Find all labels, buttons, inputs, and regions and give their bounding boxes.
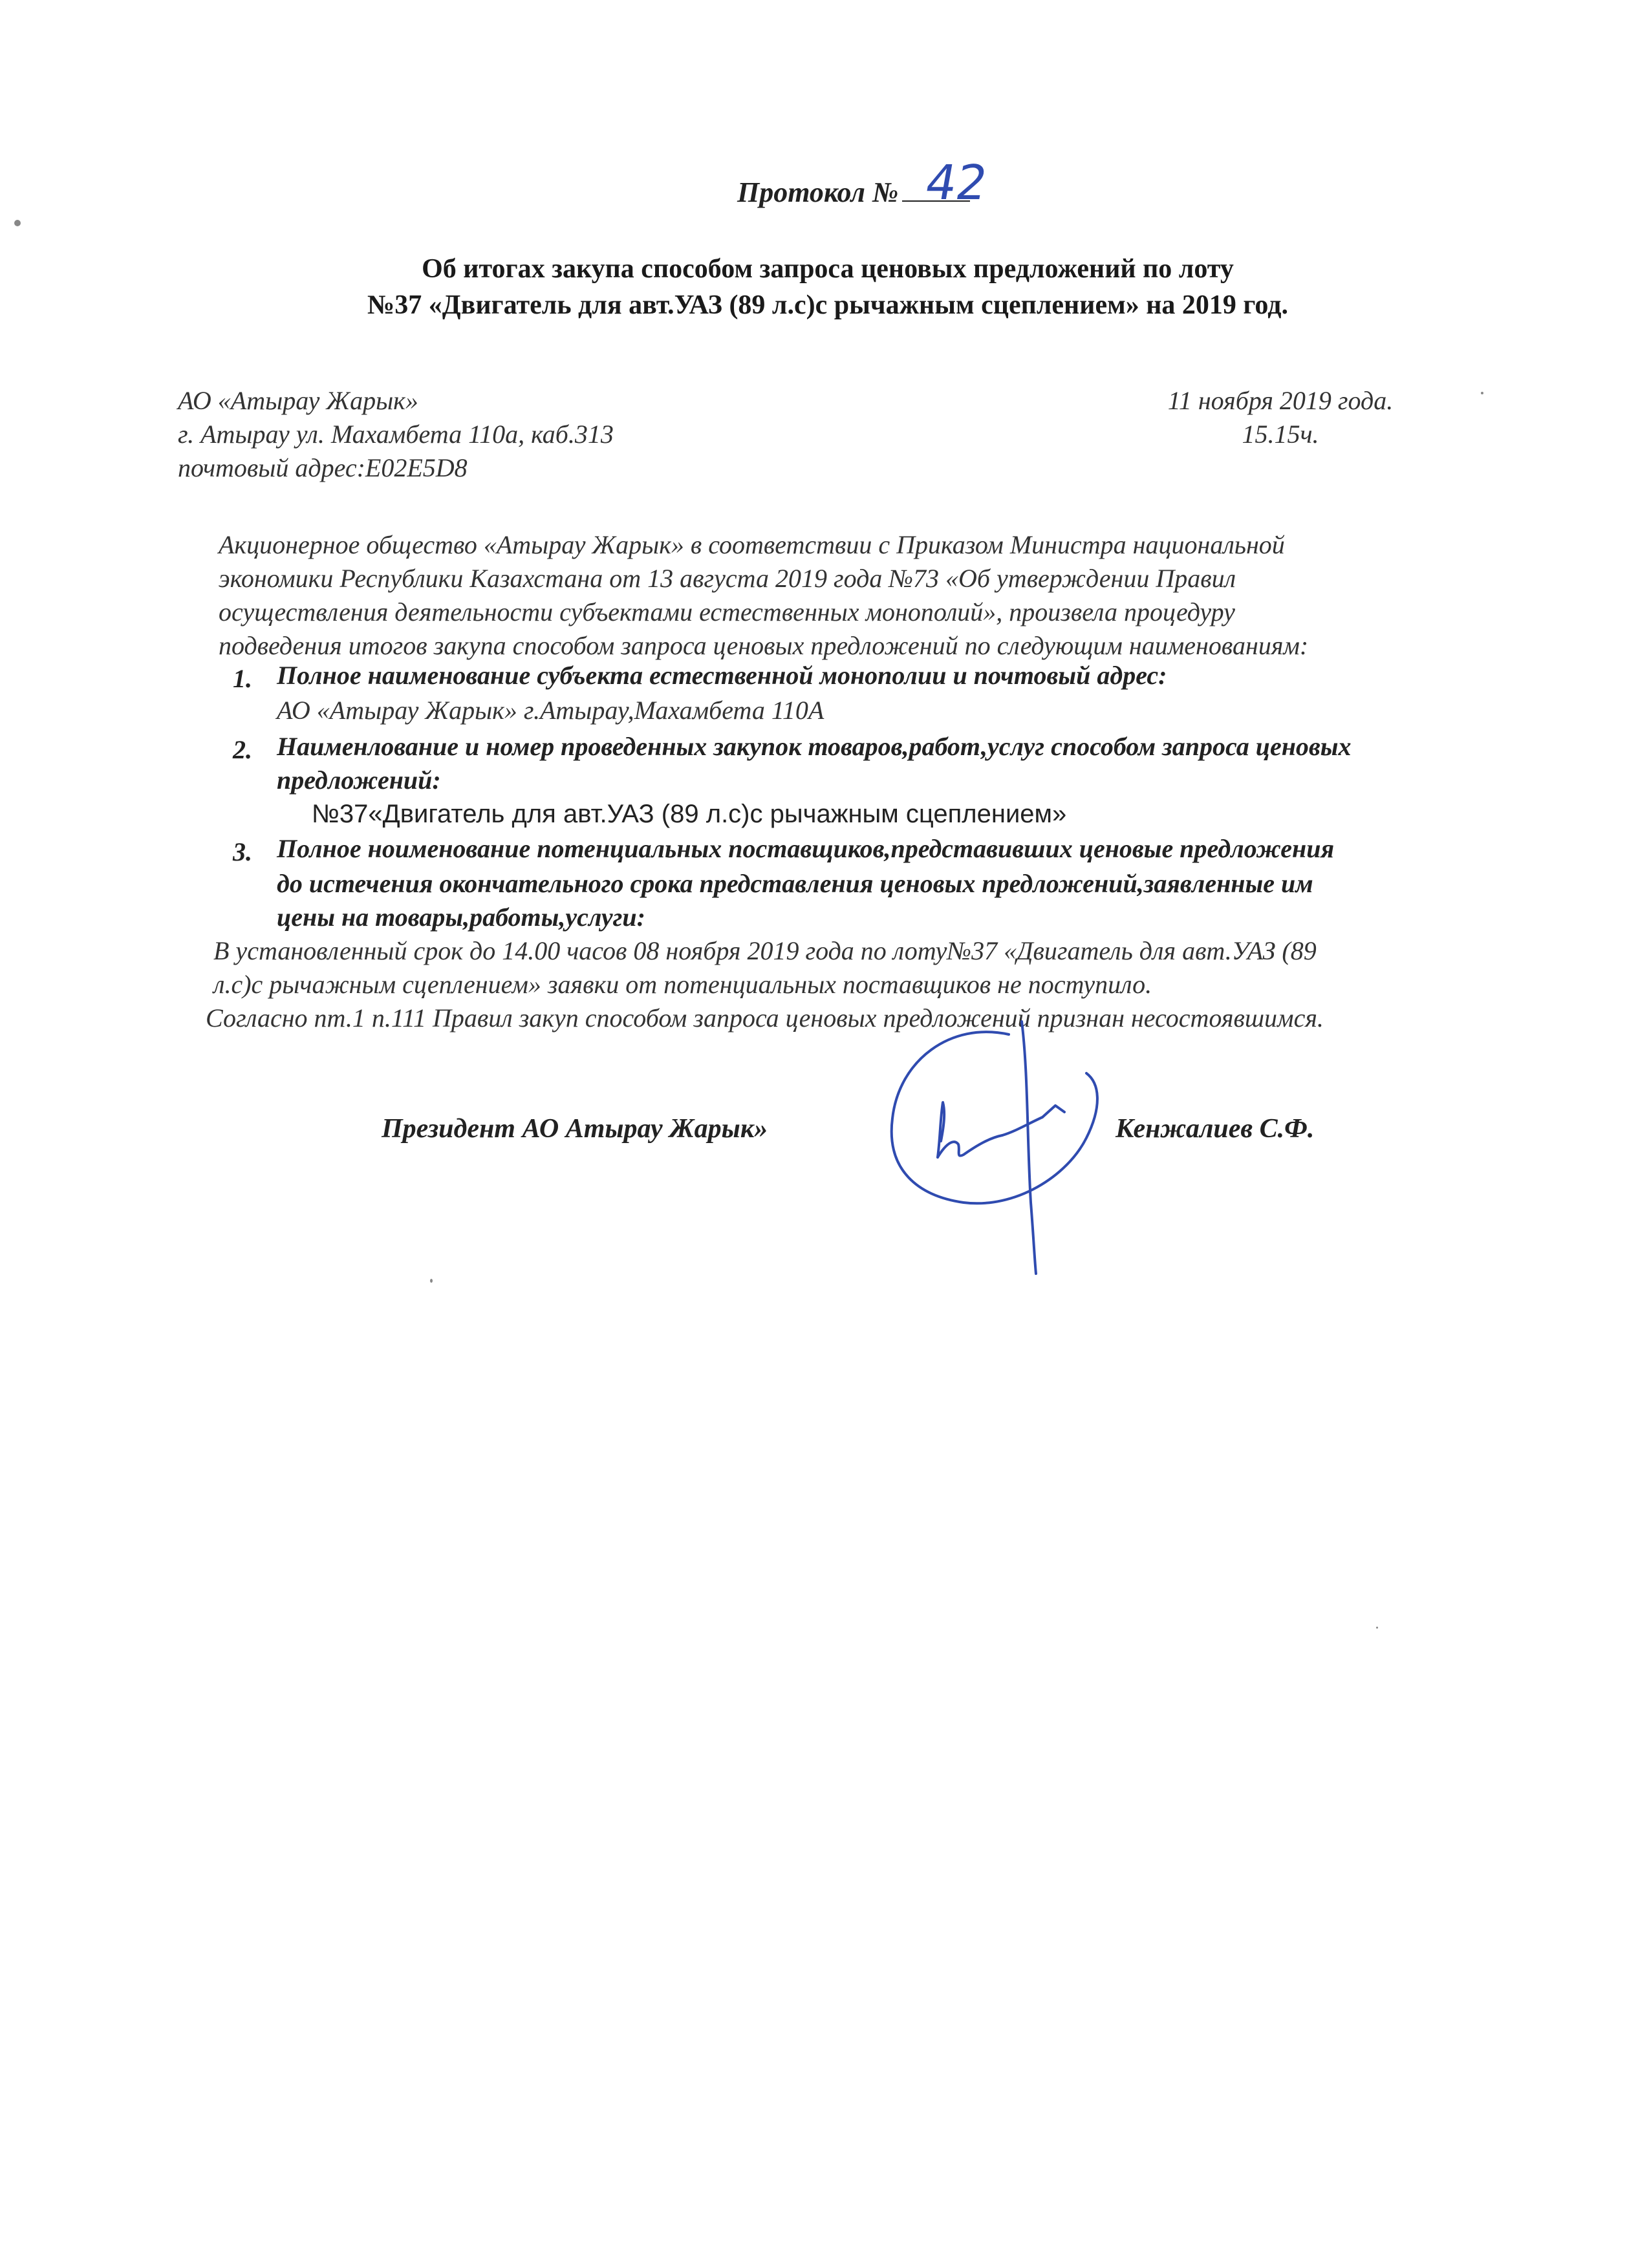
intro-paragraph	[219, 526, 1308, 665]
intro-line: осуществления деятельности субъектами естественных монополий», произвела процедуру	[219, 597, 1235, 626]
protocol-number-handwritten: 42	[921, 155, 992, 211]
organization-postal: почтовый адрес:E02E5D8	[178, 453, 468, 482]
result-line: л.с)с рычажным сцеплением» заявки от потенциальных поставщиков не поступило.	[213, 970, 1152, 999]
scan-speck	[1481, 392, 1483, 394]
list-item-heading: Наименлование и номер проведенных закупок товаров,работ,услуг способом запроса ценовых	[277, 732, 1352, 761]
signatory-position: Президент АО Атырау Жарык»	[382, 1114, 768, 1144]
list-item-heading: до истечения окончательного срока представления ценовых предложений,заявленные им	[277, 869, 1313, 898]
organization-name: АО «Атырау Жарык»	[178, 386, 418, 415]
scan-speck	[14, 220, 21, 226]
signatory-name: Кенжалиев С.Ф.	[1116, 1114, 1315, 1144]
handwritten-signature	[873, 1009, 1119, 1280]
document-title-line2: №37 «Двигатель для авт.УАЗ (89 л.с)с рычажным сцеплением» на 2019 год.	[367, 290, 1288, 320]
list-item-value: АО «Атырау Жарык» г.Атырау,Махамбета 110А	[277, 696, 824, 725]
list-item-heading: предложений:	[277, 765, 441, 795]
organization-address: г. Атырау ул. Махамбета 110а, каб.313	[178, 420, 614, 449]
result-line: В установленный срок до 14.00 часов 08 ноября 2019 года по лоту№37 «Двигатель для авт.УАЗ (89	[213, 936, 1317, 965]
document-date: 11 ноября 2019 года.	[1167, 386, 1394, 415]
intro-line: Акционерное общество «Атырау Жарык» в соответствии с Приказом Министра национальной	[219, 530, 1285, 559]
list-item-heading: цены на товары,работы,услуги:	[277, 903, 645, 932]
intro-line: подведения итогов закупа способом запроса ценовых предложений по следующим наименованиям:	[219, 631, 1309, 660]
list-item-number: 3.	[233, 837, 252, 866]
list-item-heading: Полное ноименование потенциальных поставщиков,представивших ценовые предложения	[277, 834, 1335, 863]
scan-speck	[430, 1279, 433, 1283]
protocol-label: Протокол №	[737, 177, 899, 208]
organization-block	[178, 384, 614, 485]
list-item-number: 1.	[233, 664, 252, 693]
list-item-value: №37«Двигатель для авт.УАЗ (89 л.с)с рычажным сцеплением»	[312, 800, 1067, 828]
document-title-line1: Об итогах закупа способом запроса ценовых предложений по лоту	[422, 254, 1234, 284]
document-time: 15.15ч.	[1242, 420, 1319, 449]
intro-line: экономики Республики Казахстана от 13 августа 2019 года №73 «Об утверждении Правил	[219, 564, 1236, 593]
result-line: Согласно пт.1 п.111 Правил закуп способом запроса ценовых предложений признан несостоявшимся.	[206, 1003, 1324, 1032]
list-item-heading: Полное наименование субъекта естественной монополии и почтовый адрес:	[277, 661, 1167, 690]
scan-speck	[1376, 1627, 1378, 1629]
date-block	[1099, 384, 1461, 451]
list-item-number: 2.	[233, 735, 252, 764]
